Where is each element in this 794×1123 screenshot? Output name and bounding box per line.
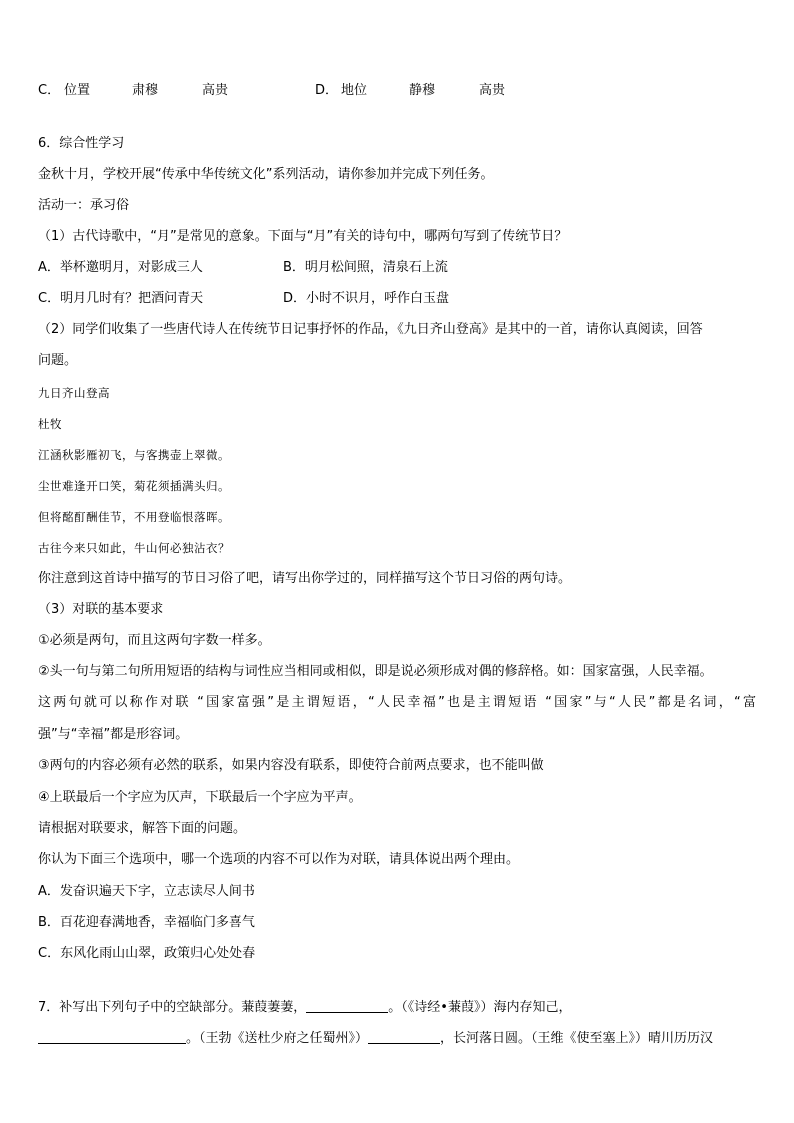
couplet-rule-1: ①必须是两句，而且这两句字数一样多。 bbox=[38, 633, 271, 648]
q7-line-2-middle: 。（王勃《送杜少府之任蜀州》） bbox=[186, 1031, 369, 1046]
poem-line: 江涵秋影雁初飞，与客携壶上翠微。 bbox=[38, 448, 230, 462]
option-c-word-1: 位置 bbox=[64, 83, 91, 98]
q7-line-2-suffix: ，长河落日圆。（王维《使至塞上》）晴川历历汉 bbox=[440, 1031, 714, 1046]
option-c-word-3: 高贵 bbox=[202, 83, 229, 98]
q6-intro: 金秋十月，学校开展“传承中华传统文化”系列活动，请你参加并完成下列任务。 bbox=[38, 167, 494, 182]
q6-sub2-question-line-2: 问题。 bbox=[38, 353, 78, 368]
q6-heading: 6．综合性学习 bbox=[38, 136, 125, 151]
couplet-rule-2-line-3: 强”与“幸福”都是形容词。 bbox=[38, 727, 189, 742]
q7-answer-blank-3[interactable] bbox=[368, 1031, 440, 1044]
poem-title: 九日齐山登高 bbox=[38, 386, 110, 400]
q7-answer-blank-2[interactable] bbox=[38, 1031, 186, 1044]
poem-line: 但将酩酊酬佳节，不用登临恨落晖。 bbox=[38, 510, 230, 524]
q7-line-2 bbox=[38, 1031, 756, 1047]
q7-line-1 bbox=[38, 1000, 756, 1016]
couplet-rule-2-line-2: 这两句就可以称作对联 “国家富强”是主谓短语，“人民幸福”也是主谓短语 “国家”与“人民”都是名词，“富 bbox=[38, 695, 756, 710]
couplet-rule-4: ④上联最后一个字应为仄声，下联最后一个字应为平声。 bbox=[38, 790, 362, 805]
q7-answer-blank-1[interactable] bbox=[306, 1000, 388, 1013]
q6-sub1-option-b: B．明月松间照，清泉石上流 bbox=[283, 260, 448, 275]
couplet-option-a: A．发奋识遍天下字，立志读尽人间书 bbox=[38, 884, 255, 899]
q6-sub2-prompt: 你注意到这首诗中描写的节日习俗了吧，请写出你学过的，同样描写这个节日习俗的两句诗。 bbox=[38, 571, 572, 586]
option-c-word-2: 肃穆 bbox=[132, 83, 159, 98]
q6-sub2-question-line-1: （2）同学们收集了一些唐代诗人在传统节日记事抒怀的作品，《九日齐山登高》是其中的一首，请你认真阅读，回答 bbox=[38, 322, 703, 337]
couplet-rule-3: ③两句的内容必须有必然的联系，如果内容没有联系，即使符合前两点要求，也不能叫做 bbox=[38, 758, 544, 773]
q6-sub3-instruction: 请根据对联要求，解答下面的问题。 bbox=[38, 821, 247, 836]
couplet-option-b: B．百花迎春满地香，幸福临门多喜气 bbox=[38, 915, 255, 930]
option-d-word-2: 静穆 bbox=[409, 83, 436, 98]
option-c-letter: C． bbox=[38, 83, 61, 98]
option-d-word-3: 高贵 bbox=[479, 83, 506, 98]
q6-sub3-question: 你认为下面三个选项中，哪一个选项的内容不可以作为对联，请具体说出两个理由。 bbox=[38, 852, 520, 867]
option-d-letter: D． bbox=[315, 83, 339, 98]
couplet-option-c: C．东风化雨山山翠，政策归心处处春 bbox=[38, 946, 256, 961]
q6-sub1-question: （1）古代诗歌中，“月”是常见的意象。下面与“月”有关的诗句中，哪两句写到了传统节日？ bbox=[38, 229, 568, 244]
option-d-word-1: 地位 bbox=[341, 83, 368, 98]
couplet-rule-2-line-1: ②头一句与第二句所用短语的结构与词性应当相同或相似，即是说必须形成对偶的修辞格。如：国家富强，人民幸福。 bbox=[38, 664, 713, 679]
q6-sub1-option-c: C．明月几时有？把酒问青天 bbox=[38, 291, 204, 306]
q6-sub1-option-d: D．小时不识月，呼作白玉盘 bbox=[283, 291, 450, 306]
q7-prefix: 7．补写出下列句子中的空缺部分。蒹葭萋萋， bbox=[38, 1000, 307, 1015]
q6-sub3-heading: （3）对联的基本要求 bbox=[38, 602, 164, 617]
activity-one-title: 活动一：承习俗 bbox=[38, 198, 130, 213]
poem-line: 古往今来只如此，牛山何必独沾衣？ bbox=[38, 541, 230, 555]
poem-line: 尘世难逢开口笑，菊花须插满头归。 bbox=[38, 479, 230, 493]
q6-sub1-option-a: A．举杯邀明月，对影成三人 bbox=[38, 260, 203, 275]
poem-author: 杜牧 bbox=[38, 417, 62, 431]
q7-line-1-suffix: 。（《诗经•蒹葭》）海内存知己， bbox=[388, 1000, 572, 1015]
